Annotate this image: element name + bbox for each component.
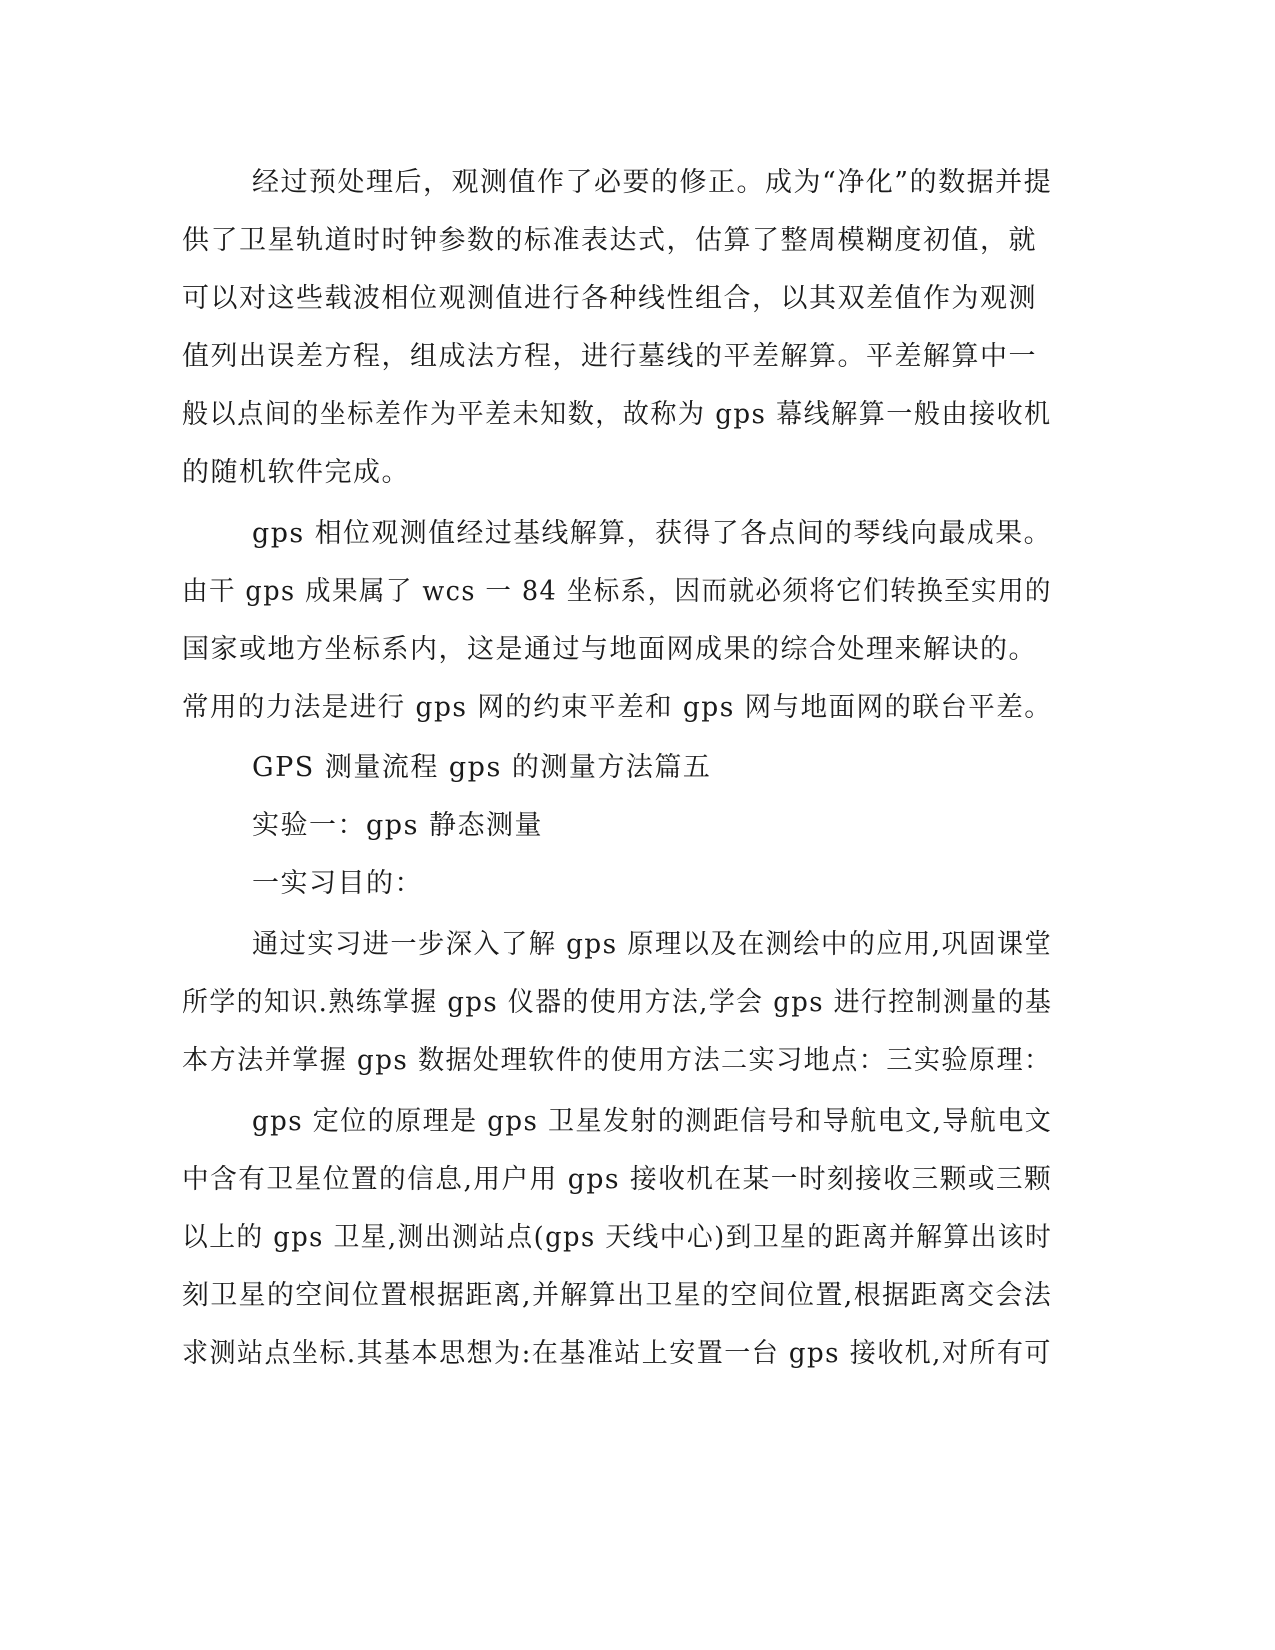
experiment-title: 实验一：gps 静态测量: [252, 810, 544, 841]
text-line: 可以对这些载波相位观测值进行各种线性组合，以其双差值作为观测: [182, 283, 1037, 314]
text-line: 般以点间的坐标差作为平差未知数，故称为 gps 幕线解算一般由接收机: [182, 399, 1052, 430]
subsection-heading: 一实习目的：: [252, 868, 423, 899]
section-heading: GPS 测量流程 gps 的测量方法篇五: [252, 752, 712, 783]
text-line: 供了卫星轨道时时钟参数的标准表达式，估算了整周模糊度初值，就: [182, 225, 1037, 256]
text-line: gps 相位观测值经过基线解算，获得了各点间的琴线向最成果。: [252, 518, 1053, 549]
text-line: 以上的 gps 卫星,测出测站点(gps 天线中心)到卫星的距离并解算出该时: [182, 1222, 1053, 1253]
text-line: 经过预处理后，观测值作了必要的修正。成为“净化”的数据并提: [252, 167, 1053, 198]
text-line: 通过实习进一步深入了解 gps 原理以及在测绘中的应用,巩固课堂: [252, 929, 1053, 960]
text-line: 求测站点坐标.其基本思想为:在基准站上安置一台 gps 接收机,对所有可: [182, 1338, 1052, 1369]
text-line: 常用的力法是进行 gps 网的约束平差和 gps 网与地面网的联台平差。: [182, 692, 1053, 723]
text-line: gps 定位的原理是 gps 卫星发射的测距信号和导航电文,导航电文: [252, 1106, 1053, 1137]
text-line: 国家或地方坐标系内，这是通过与地面网成果的综合处理来解诀的。: [182, 634, 1037, 665]
text-line: 所学的知识.熟练掌握 gps 仪器的使用方法,学会 gps 进行控制测量的基: [182, 987, 1053, 1018]
text-line: 值列出误差方程，组成法方程，进行墓线的平差解算。平差解算中一: [182, 341, 1037, 372]
text-line: 本方法并掌握 gps 数据处理软件的使用方法二实习地点：三实验原理：: [182, 1045, 1052, 1076]
text-line: 由干 gps 成果属了 wcs 一 84 坐标系，因而就必须将它们转换至实用的: [182, 576, 1052, 607]
text-line: 刻卫星的空间位置根据距离,并解算出卫星的空间位置,根据距离交会法: [182, 1280, 1053, 1311]
text-line: 的随机软件完成。: [182, 457, 410, 488]
text-line: 中含有卫星位置的信息,用户用 gps 接收机在某一时刻接收三颗或三颗: [182, 1164, 1053, 1195]
